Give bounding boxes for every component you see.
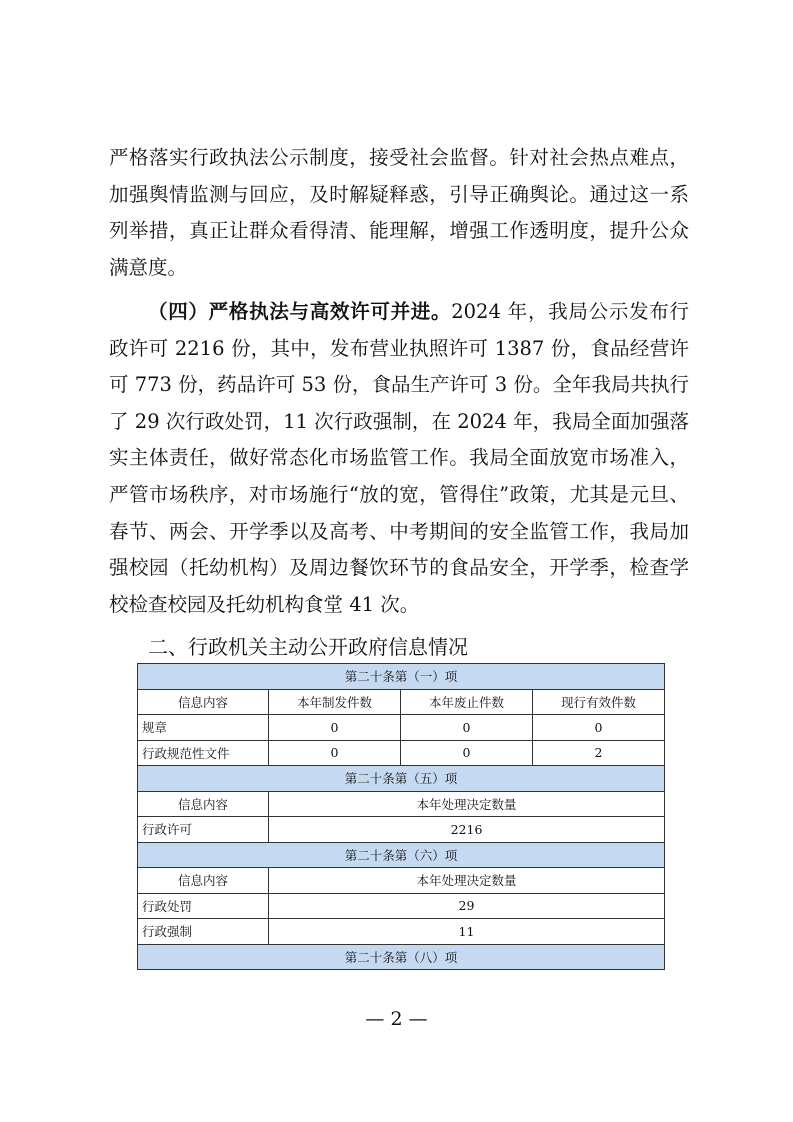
table-row [138,740,665,766]
section-heading: 二、行政机关主动公开政府信息情况 [148,635,468,659]
cell-value: 0 [401,715,533,741]
table-row [138,919,665,945]
row-label: 行政强制 [138,919,269,945]
column-header: 本年处理决定数量 [269,868,665,894]
column-header: 信息内容 [138,791,269,817]
page-number: — 2 — [365,1008,428,1030]
column-header: 本年处理决定数量 [269,791,665,817]
column-header: 本年废止件数 [401,689,533,715]
cell-value: 29 [269,893,665,919]
paragraph-2-lead-heading: （四）严格执法与高效许可并进。 [148,300,452,323]
table-section-title-row [138,664,665,690]
body-paragraph-2 [109,294,689,623]
table-row [138,715,665,741]
table-row [138,893,665,919]
row-label: 规章 [138,715,269,741]
column-header: 信息内容 [138,868,269,894]
table-section-title-row [138,944,665,970]
table-header-row [138,868,665,894]
cell-value: 0 [533,715,665,741]
table-header-row [138,791,665,817]
column-header: 现行有效件数 [533,689,665,715]
body-paragraph-1: 严格落实行政执法公示制度，接受社会监督。针对社会热点难点，加强舆情监测与回应，及时解疑释惑，引导正确舆论。通过这一系列举措，真正让群众看得清、能理解，增强工作透明度，提升公众满意度。 [109,146,689,279]
section-title: 第二十条第（五）项 [138,766,665,792]
row-label: 行政规范性文件 [138,740,269,766]
section-title: 第二十条第（六）项 [138,842,665,868]
table-row [138,817,665,843]
table-section-title-row [138,842,665,868]
section-title: 第二十条第（八）项 [138,944,665,970]
column-header: 本年制发件数 [269,689,401,715]
row-label: 行政处罚 [138,893,269,919]
info-disclosure-table [137,663,665,970]
column-header: 信息内容 [138,689,269,715]
table-header-row [138,689,665,715]
cell-value: 0 [269,740,401,766]
cell-value: 11 [269,919,665,945]
cell-value: 0 [269,715,401,741]
cell-value: 2 [533,740,665,766]
section-title: 第二十条第（一）项 [138,664,665,690]
cell-value: 0 [401,740,533,766]
row-label: 行政许可 [138,817,269,843]
cell-value: 2216 [269,817,665,843]
paragraph-2-body: 2024 年，我局公示发布行政许可 2216 份，其中，发布营业执照许可 1387 份，食品经营许可 773 份，药品许可 53 份，食品生产许可 3 份。全年我局共执行了 29 次行政处罚，11 次行政强制，在 2024 年，我局全面加强落实主体责任，做好常态化市场监管工作。我局全面放宽市场准入，严管市场秩序，对市场施行“放的宽，管得住”政策，尤其是元旦、春节、两会、开学季以及高考、中考期间的安全监管工作，我局加强校园（托幼机构）及周边餐饮环节的食品安全，开学季，检查学校检查校园及托幼机构食堂 41 次。 [109,300,689,616]
table-section-title-row [138,766,665,792]
